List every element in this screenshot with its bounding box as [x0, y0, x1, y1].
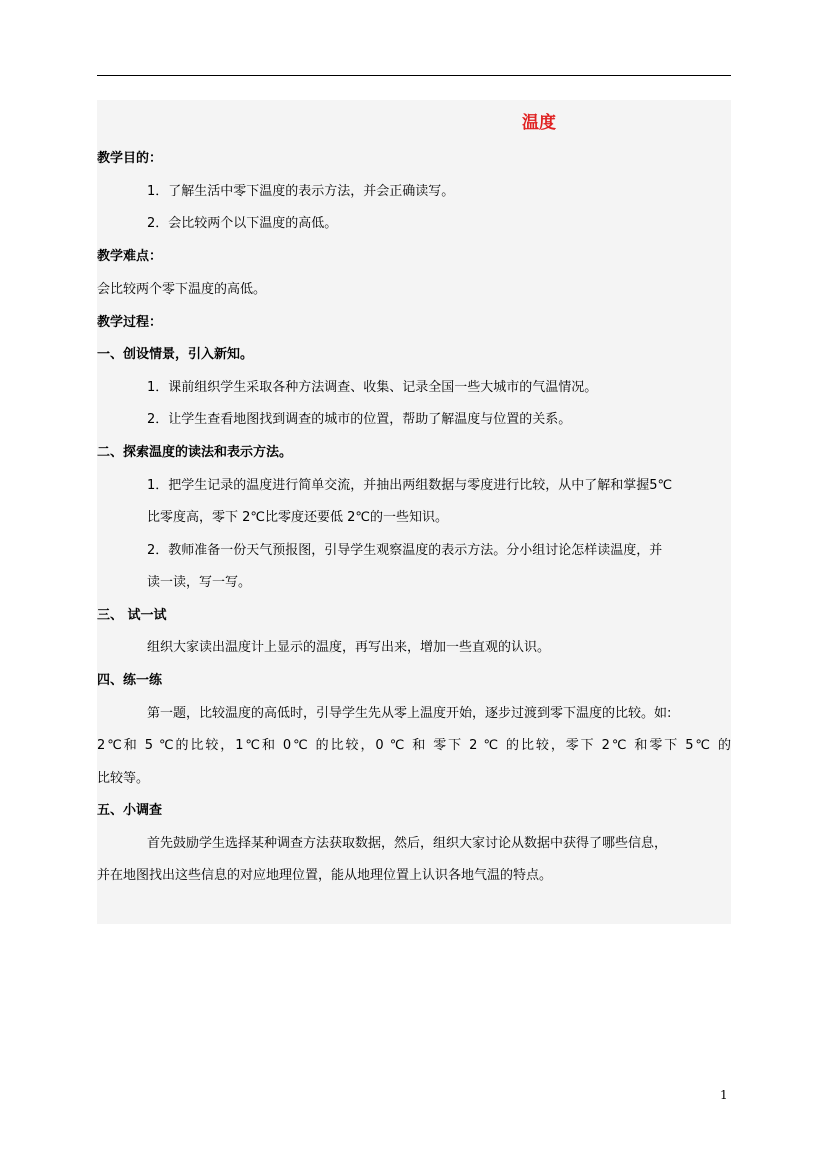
objective-item-1: 1．了解生活中零下温度的表示方法，并会正确读写。: [147, 184, 455, 199]
part2-item-1-line-2: 比零度高，零下 2℃比零度还要低 2℃的一些知识。: [147, 510, 449, 525]
part3-heading: 三、 试一试: [97, 608, 167, 623]
part5-line-1: 首先鼓励学生选择某种调查方法获取数据，然后，组织大家讨论从数据中获得了哪些信息，: [147, 836, 668, 851]
difficulty-heading: 教学难点：: [97, 249, 163, 264]
part5-line-2: 并在地图找出这些信息的对应地理位置，能从地理位置上认识各地气温的特点。: [97, 868, 553, 883]
part3-text: 组织大家读出温度计上显示的温度，再写出来，增加一些直观的认识。: [147, 640, 551, 655]
part1-item-2: 2．让学生查看地图找到调查的城市的位置，帮助了解温度与位置的关系。: [147, 412, 572, 427]
part2-item-1-line-1: 1．把学生记录的温度进行简单交流，并抽出两组数据与零度进行比较，从中了解和掌握5℃: [147, 478, 673, 493]
part4-line-1: 第一题，比较温度的高低时，引导学生先从零上温度开始，逐步过渡到零下温度的比较。如:: [147, 706, 672, 721]
header-rule: [97, 75, 731, 76]
part4-line-3: 比较等。: [97, 771, 150, 786]
page-number: 1: [720, 1088, 728, 1102]
process-heading: 教学过程：: [97, 315, 163, 330]
part2-item-2-line-2: 读一读，写一写。: [147, 575, 252, 590]
objective-item-2: 2．会比较两个以下温度的高低。: [147, 216, 338, 231]
objectives-heading: 教学目的：: [97, 151, 163, 166]
part2-heading: 二、探索温度的读法和表示方法。: [97, 445, 293, 460]
part2-item-2-line-1: 2．教师准备一份天气预报图，引导学生观察温度的表示方法。分小组讨论怎样读温度，并: [147, 543, 663, 558]
document-title: 温度: [522, 113, 556, 133]
difficulty-text: 会比较两个零下温度的高低。: [97, 282, 267, 297]
part5-heading: 五、小调查: [97, 803, 163, 818]
part1-heading: 一、创设情景，引入新知。: [97, 347, 254, 362]
part4-line-2: 2℃和 5 ℃的比较，1℃和 0℃ 的比较，0 ℃ 和 零下 2 ℃ 的比较，零下 2℃ 和零下 5℃ 的: [97, 738, 731, 753]
part4-heading: 四、练一练: [97, 673, 163, 688]
part1-item-1: 1．课前组织学生采取各种方法调查、收集、记录全国一些大城市的气温情况。: [147, 380, 598, 395]
